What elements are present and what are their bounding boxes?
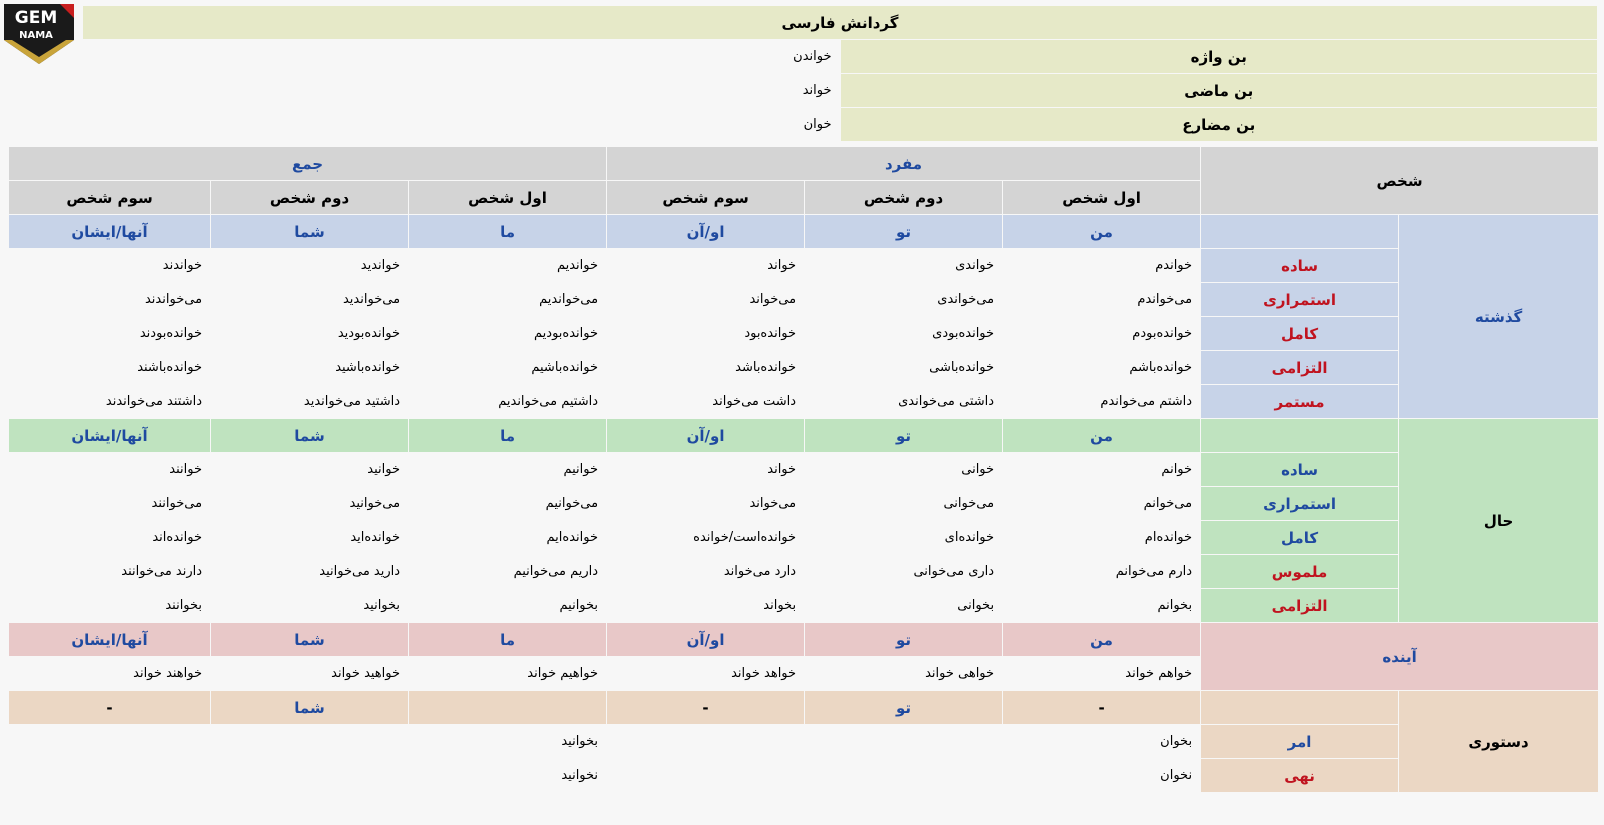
aspect-label: ساده xyxy=(1201,249,1399,283)
pronoun-cell: شما xyxy=(211,419,409,453)
table-row xyxy=(9,589,1599,623)
verb-form: خوانده‌ای xyxy=(805,521,1003,555)
verb-form: می‌خواندی xyxy=(805,283,1003,317)
verb-form: می‌خوانی xyxy=(805,487,1003,521)
table-row xyxy=(9,317,1599,351)
pronoun-cell: ما xyxy=(409,419,607,453)
table-row xyxy=(9,385,1599,419)
verb-form: نخوانید xyxy=(9,759,607,793)
verb-form: خوانده‌ایم xyxy=(409,521,607,555)
tense-label-present: حال xyxy=(1399,419,1599,623)
verb-form: داشتید می‌خواندید xyxy=(211,385,409,419)
person-col-header: اول شخص xyxy=(409,181,607,215)
verb-form: دارد می‌خواند xyxy=(607,555,805,589)
verb-form: خواندید xyxy=(211,249,409,283)
table-row xyxy=(9,249,1599,283)
verb-form: داشت می‌خواند xyxy=(607,385,805,419)
past-pronoun-row xyxy=(9,215,1599,249)
header-row-number xyxy=(9,147,1599,181)
stems-table xyxy=(82,5,1598,142)
verb-form: می‌خواندم xyxy=(1003,283,1201,317)
pronoun-cell: تو xyxy=(805,691,1003,725)
verb-form: داری می‌خوانی xyxy=(805,555,1003,589)
verb-form: خوانده‌باشم xyxy=(1003,351,1201,385)
table-row xyxy=(9,725,1599,759)
verb-form: خوانده‌باشد xyxy=(607,351,805,385)
verb-form: خواهیم خواند xyxy=(409,657,607,691)
pronoun-cell: شما xyxy=(211,623,409,657)
verb-form: می‌خواندند xyxy=(9,283,211,317)
tense-label-future: آینده xyxy=(1201,623,1599,691)
verb-form: می‌خواندید xyxy=(211,283,409,317)
verb-form: بخواند xyxy=(607,589,805,623)
aspect-label: استمراری xyxy=(1201,487,1399,521)
pronoun-cell: شما xyxy=(211,691,409,725)
aspect-label: کامل xyxy=(1201,521,1399,555)
pronoun-cell: او/آن xyxy=(607,623,805,657)
blank-cell xyxy=(1201,691,1399,725)
aspect-label: ساده xyxy=(1201,453,1399,487)
future-pronoun-row xyxy=(9,623,1599,657)
verb-form: داشتی می‌خواندی xyxy=(805,385,1003,419)
verb-form: خوانند xyxy=(9,453,211,487)
verb-form: می‌خواند xyxy=(607,283,805,317)
title-row xyxy=(83,6,1598,40)
verb-form: دارید می‌خوانید xyxy=(211,555,409,589)
pronoun-cell: تو xyxy=(805,419,1003,453)
verb-form: دارم می‌خوانم xyxy=(1003,555,1201,589)
stem-label: بن مضارع xyxy=(840,108,1598,142)
verb-form: خوانید xyxy=(211,453,409,487)
tense-label-imperative: دستوری xyxy=(1399,691,1599,793)
aspect-label: التزامی xyxy=(1201,351,1399,385)
verb-form: بخوانیم xyxy=(409,589,607,623)
tense-label-past: گذشته xyxy=(1399,215,1599,419)
pronoun-cell: تو xyxy=(805,623,1003,657)
verb-form: خواهید خواند xyxy=(211,657,409,691)
gemnama-logo xyxy=(0,0,78,66)
verb-form: خوانده‌باشیم xyxy=(409,351,607,385)
stem-value: خواندن xyxy=(83,40,841,74)
pronoun-cell: من xyxy=(1003,623,1201,657)
person-col-header: سوم شخص xyxy=(607,181,805,215)
aspect-label: مستمر xyxy=(1201,385,1399,419)
person-header: شخص xyxy=(1201,147,1599,215)
verb-form: خوانده‌باشند xyxy=(9,351,211,385)
pronoun-cell: تو xyxy=(805,215,1003,249)
imperative-pronoun-row xyxy=(9,691,1599,725)
table-row xyxy=(9,453,1599,487)
blank-cell xyxy=(1201,215,1399,249)
verb-form: خوانده‌باشی xyxy=(805,351,1003,385)
verb-form: خوانده‌است/خوانده xyxy=(607,521,805,555)
aspect-label: نهی xyxy=(1201,759,1399,793)
verb-form: داریم می‌خوانیم xyxy=(409,555,607,589)
pronoun-cell: ما xyxy=(409,215,607,249)
verb-form: بخوانید xyxy=(211,589,409,623)
pronoun-cell xyxy=(409,691,607,725)
pronoun-cell: او/آن xyxy=(607,215,805,249)
stem-value: خوان xyxy=(83,108,841,142)
plural-header: جمع xyxy=(9,147,607,181)
person-col-header: دوم شخص xyxy=(805,181,1003,215)
verb-form: خواندند xyxy=(9,249,211,283)
verb-form: خواندی xyxy=(805,249,1003,283)
stem-label: بن واژه xyxy=(840,40,1598,74)
aspect-label: استمراری xyxy=(1201,283,1399,317)
aspect-label: التزامی xyxy=(1201,589,1399,623)
verb-form: خوانم xyxy=(1003,453,1201,487)
pronoun-cell: او/آن xyxy=(607,419,805,453)
verb-form: خوانده‌بودید xyxy=(211,317,409,351)
verb-form: بخوانید xyxy=(9,725,607,759)
present-pronoun-row xyxy=(9,419,1599,453)
verb-form: دارند می‌خوانند xyxy=(9,555,211,589)
verb-form: می‌خوانیم xyxy=(409,487,607,521)
table-row xyxy=(9,283,1599,317)
verb-form: داشتند می‌خواندند xyxy=(9,385,211,419)
verb-form: خوانده‌اید xyxy=(211,521,409,555)
pronoun-cell: شما xyxy=(211,215,409,249)
stem-row xyxy=(83,74,1598,108)
verb-form: خوانده‌بودی xyxy=(805,317,1003,351)
pronoun-cell: - xyxy=(9,691,211,725)
verb-form: خوانده‌بودم xyxy=(1003,317,1201,351)
stem-row xyxy=(83,40,1598,74)
logo-text-nama: NAMA xyxy=(19,30,53,41)
verb-form: می‌خوانید xyxy=(211,487,409,521)
pronoun-cell: من xyxy=(1003,419,1201,453)
verb-form: بخوانی xyxy=(805,589,1003,623)
verb-form: داشتم می‌خواندم xyxy=(1003,385,1201,419)
verb-form: خواندم xyxy=(1003,249,1201,283)
verb-form: می‌خوانم xyxy=(1003,487,1201,521)
verb-form: خواهی خواند xyxy=(805,657,1003,691)
verb-form: خوانیم xyxy=(409,453,607,487)
table-row xyxy=(9,555,1599,589)
verb-form: خواهند خواند xyxy=(9,657,211,691)
verb-form: خوانده‌بودیم xyxy=(409,317,607,351)
pronoun-cell: - xyxy=(1003,691,1201,725)
verb-form: خوانده‌ام xyxy=(1003,521,1201,555)
blank-cell xyxy=(1201,419,1399,453)
verb-form: بخوان xyxy=(607,725,1201,759)
aspect-label: ملموس xyxy=(1201,555,1399,589)
verb-form: خوانده‌باشید xyxy=(211,351,409,385)
table-row xyxy=(9,487,1599,521)
singular-header: مفرد xyxy=(607,147,1201,181)
aspect-label: امر xyxy=(1201,725,1399,759)
verb-form: داشتیم می‌خواندیم xyxy=(409,385,607,419)
verb-form: خواند xyxy=(607,453,805,487)
table-row xyxy=(9,759,1599,793)
table-row xyxy=(9,521,1599,555)
aspect-label: کامل xyxy=(1201,317,1399,351)
conjugation-table xyxy=(8,146,1599,793)
verb-form: خواند xyxy=(607,249,805,283)
person-col-header: دوم شخص xyxy=(211,181,409,215)
person-col-header: اول شخص xyxy=(1003,181,1201,215)
pronoun-cell: - xyxy=(607,691,805,725)
verb-form: خوانی xyxy=(805,453,1003,487)
stem-value: خواند xyxy=(83,74,841,108)
pronoun-cell: ما xyxy=(409,623,607,657)
stem-row xyxy=(83,108,1598,142)
verb-form: خواندیم xyxy=(409,249,607,283)
verb-form: می‌خواندیم xyxy=(409,283,607,317)
pronoun-cell: آنها/ایشان xyxy=(9,623,211,657)
verb-form: بخوانم xyxy=(1003,589,1201,623)
person-col-header: سوم شخص xyxy=(9,181,211,215)
verb-form: می‌خواند xyxy=(607,487,805,521)
verb-form: نخوان xyxy=(607,759,1201,793)
verb-form: خوانده‌اند xyxy=(9,521,211,555)
verb-form: خوانده‌بودند xyxy=(9,317,211,351)
pronoun-cell: آنها/ایشان xyxy=(9,215,211,249)
verb-form: خواهم خواند xyxy=(1003,657,1201,691)
verb-form: بخوانند xyxy=(9,589,211,623)
stem-label: بن ماضی xyxy=(840,74,1598,108)
pronoun-cell: من xyxy=(1003,215,1201,249)
verb-form: می‌خوانند xyxy=(9,487,211,521)
pronoun-cell: آنها/ایشان xyxy=(9,419,211,453)
table-row xyxy=(9,351,1599,385)
page-title: گردانش فارسی xyxy=(83,6,1598,40)
logo-text-gem: GEM xyxy=(14,8,58,28)
verb-form: خوانده‌بود xyxy=(607,317,805,351)
verb-form: خواهد خواند xyxy=(607,657,805,691)
